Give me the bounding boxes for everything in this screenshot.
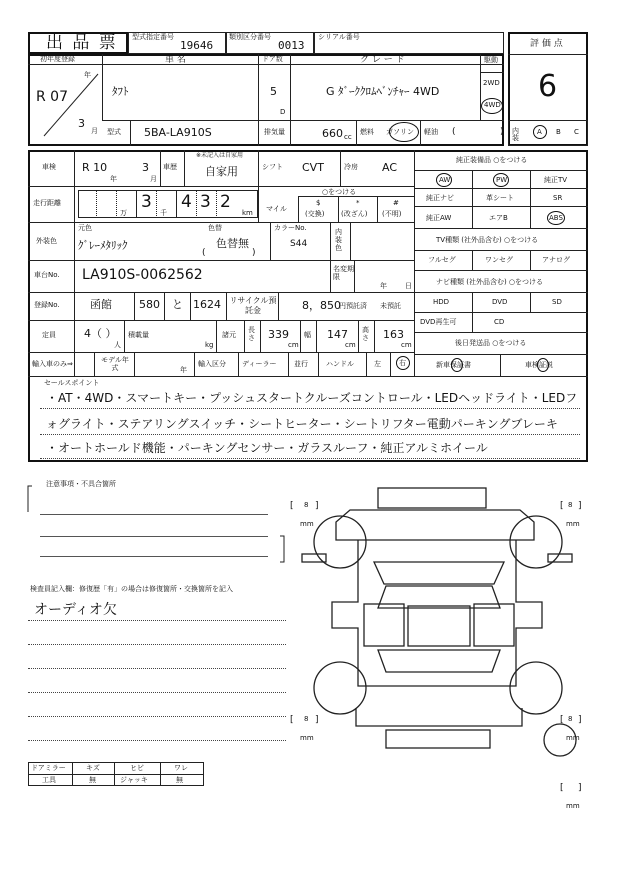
displacement-value: 660 xyxy=(322,127,343,140)
original-color-label: 元色 xyxy=(78,224,92,232)
chassis-value: LA910S-0062562 xyxy=(82,267,203,283)
meigi-day: 日 xyxy=(405,282,412,290)
tv-title: TV種類 (社外品含む) ○をつける xyxy=(436,236,539,244)
tire-rr-bracket-open: [ xyxy=(560,715,564,725)
ruibetsu-value: 0013 xyxy=(278,39,305,52)
capacity-value: 4（ ） xyxy=(84,327,117,340)
first-reg-month: 3 xyxy=(78,117,85,130)
first-reg-month-unit: 月 xyxy=(91,127,98,135)
repaint-label: 色替 xyxy=(208,224,222,232)
later-title: 後日発送品 ○をつける xyxy=(455,339,527,347)
color-no-label: カラーNo. xyxy=(274,224,307,232)
model-year-unit: 年 xyxy=(180,366,187,374)
interior-label: 内装 xyxy=(512,127,519,142)
height-label: 高さ xyxy=(362,326,369,343)
mileage-digit-1: 3 xyxy=(141,192,152,212)
navi-title: ナビ種類 (社外品含む) ○をつける xyxy=(436,278,544,286)
drive-4wd: 4WD xyxy=(484,101,501,109)
unknown-label: (不明) xyxy=(382,210,402,218)
interior-a: A xyxy=(537,128,542,136)
ac-value: AC xyxy=(382,161,398,174)
model-year-label: モデル年式 xyxy=(101,356,129,373)
history-note: ※未記入は自家用 xyxy=(196,152,244,159)
km-unit: km xyxy=(242,209,253,217)
cd-label: CD xyxy=(494,318,505,326)
tire-rl-bracket-close: ] xyxy=(315,715,319,725)
spare-bracket-open: [ xyxy=(560,783,564,793)
reg-kana: と xyxy=(172,298,183,311)
equip-leather: 革シート xyxy=(486,194,514,202)
sales-line-2: ォグライト・ステアリングスイッチ・シートヒーター・シートリフター電動パーキングブレーキ xyxy=(46,417,558,431)
shift-label: シフト xyxy=(262,163,283,171)
swap-label: (交換) xyxy=(305,210,325,218)
shaken-month: 3 xyxy=(142,161,149,174)
legend-jack-value: 無 xyxy=(176,776,183,784)
drive-label: 駆動 xyxy=(484,56,498,64)
score-label: 評 価 点 xyxy=(530,39,563,49)
width-cm: cm xyxy=(345,341,356,349)
repaint-bracket-open: ( xyxy=(202,248,206,258)
tire-rr-value: 8 xyxy=(568,715,573,723)
load-unit: kg xyxy=(205,341,214,349)
displacement-label: 排気量 xyxy=(264,128,285,136)
first-reg-label: 初年度登録 xyxy=(40,55,75,63)
ac-label: 冷房 xyxy=(344,163,358,171)
equip-abs: ABS xyxy=(549,214,563,222)
kata-value: 19646 xyxy=(180,39,214,52)
equip-navi: 純正ナビ xyxy=(426,194,454,202)
model-label: 型式 xyxy=(107,128,121,136)
equip-airbag: エアB xyxy=(489,214,508,222)
later-shaken: 車検証説 xyxy=(525,361,553,369)
inspector-text: オーディオ欠 xyxy=(34,602,117,618)
import-type-label: 輸入区分 xyxy=(198,360,226,368)
legend-head-ware: ワレ xyxy=(174,764,188,772)
length-cm: cm xyxy=(288,341,299,349)
width-value: 147 xyxy=(327,328,348,341)
tire-rl-mm: mm xyxy=(300,734,314,742)
left-label: 左 xyxy=(374,360,381,368)
mileage-digit-3: 3 xyxy=(200,192,211,212)
interior-c: C xyxy=(574,128,579,136)
model-value: 5BA-LA910S xyxy=(144,126,212,139)
tv-oneseg: ワンセグ xyxy=(485,256,513,264)
chassis-label: 車台No. xyxy=(34,271,60,279)
spare-mm: mm xyxy=(566,802,580,810)
car-diagram xyxy=(290,476,590,776)
tire-fl-value: 8 xyxy=(304,501,309,509)
equip-aw: AW xyxy=(439,176,451,184)
first-reg-year-unit: 年 xyxy=(84,71,91,79)
light-oil-bracket-open: ( xyxy=(452,127,456,137)
color-label: 外装色 xyxy=(36,237,57,245)
cc-unit: cc xyxy=(344,133,352,141)
reg-class: 580 xyxy=(139,298,160,311)
tire-fr-mm: mm xyxy=(566,520,580,528)
fuel-label: 燃料 xyxy=(360,128,374,136)
man-unit: 万 xyxy=(120,209,127,217)
repaint-value: 色替無 xyxy=(216,237,249,250)
length-value: 339 xyxy=(268,328,289,341)
sen-unit: 千 xyxy=(160,209,167,217)
capacity-unit: 人 xyxy=(114,341,121,349)
caution-label: 注意事項・不具合箇所 xyxy=(46,480,116,488)
height-value: 163 xyxy=(383,328,404,341)
tire-fl-mm: mm xyxy=(300,520,314,528)
meigi-year: 年 xyxy=(380,282,387,290)
navi-sd: SD xyxy=(552,298,562,306)
load-label: 積載量 xyxy=(128,331,149,339)
caution-bracket xyxy=(26,484,286,564)
color-no-value: S44 xyxy=(290,239,308,249)
door-label: ドア数 xyxy=(262,55,283,63)
repaint-bracket-close: ) xyxy=(252,248,256,258)
tire-fr-value: 8 xyxy=(568,501,573,509)
serial-label: シリアル番号 xyxy=(318,33,360,41)
tire-fl-bracket-open: [ xyxy=(290,501,294,511)
recycle-value: 8，850 xyxy=(302,299,341,312)
tv-fullseg: フルセグ xyxy=(428,256,456,264)
legend-tools-value: 無 xyxy=(89,776,96,784)
reg-num: 1624 xyxy=(193,298,221,311)
light-oil: 軽油 xyxy=(424,128,438,136)
history-value: 自家用 xyxy=(205,165,238,178)
equip-pw: PW xyxy=(496,176,508,184)
sales-line-3: ・オートホールド機能・パーキングセンサー・ガラスルーフ・純正アルミホイール xyxy=(46,441,488,455)
shaken-year-unit: 年 xyxy=(110,175,117,183)
mileage-digit-2: 4 xyxy=(181,192,192,212)
meigi-label: 名変期限 xyxy=(333,265,354,282)
height-cm: cm xyxy=(401,341,412,349)
capacity-label: 定員 xyxy=(42,331,56,339)
tire-rl-bracket-open: [ xyxy=(290,715,294,725)
parallel-label: 並行 xyxy=(294,360,308,368)
shaken-month-unit: 月 xyxy=(150,175,157,183)
light-oil-bracket-close: ) xyxy=(500,127,504,137)
tv-analog: アナログ xyxy=(542,256,570,264)
sales-line-1: ・AT・4WD・スマートキー・プッシュスタートクルーズコントロール・LEDヘッドライト・LEDフ xyxy=(46,391,578,405)
dealer-label: ディーラー xyxy=(242,360,277,368)
dvd-playback: DVD再生可 xyxy=(420,318,457,326)
grade-value: G ﾀﾞｰｸｸﾛﾑﾍﾞﾝﾁｬｰ 4WD xyxy=(326,85,440,98)
legend-jack: ジャッキ xyxy=(120,776,148,784)
interior-b: B xyxy=(556,128,561,136)
legend-head-mirror: ドアミラー xyxy=(31,764,66,772)
import-label: 輸入車のみ⇒ xyxy=(32,360,73,368)
car-name-label: 車 名 xyxy=(165,55,186,65)
mileage-label: 走行距離 xyxy=(33,199,61,207)
tamper-label: (改ざん) xyxy=(341,210,368,218)
dims-label: 諸元 xyxy=(222,331,236,339)
inspector-label: 検査員記入欄：修復歴「有」の場合は修復箇所・交換箇所を記入 xyxy=(30,585,233,593)
tire-fr-bracket-close: ] xyxy=(578,501,582,511)
drive-2wd: 2WD xyxy=(483,79,500,87)
mile-label: マイル xyxy=(266,205,287,213)
tire-rl-value: 8 xyxy=(304,715,309,723)
ruibetsu-label: 類別区分番号 xyxy=(229,33,271,41)
tire-rr-bracket-close: ] xyxy=(578,715,582,725)
legend-head-kizu: キズ xyxy=(86,764,100,772)
door-suffix: D xyxy=(280,108,286,116)
shift-value: CVT xyxy=(302,161,324,174)
kata-label: 型式指定番号 xyxy=(132,33,174,41)
first-reg-era: R 07 xyxy=(36,89,68,105)
length-label: 長さ xyxy=(248,326,255,343)
later-warranty: 新車保証書 xyxy=(436,361,471,369)
recycle-label: リサイクル預託金 xyxy=(229,296,277,315)
color-value: ｸﾞﾚｰﾒﾀﾘｯｸ xyxy=(78,239,128,252)
shaken-era: R 10 xyxy=(82,161,108,174)
grade-label: グ レ ー ド xyxy=(360,55,405,65)
tire-fr-bracket-open: [ xyxy=(560,501,564,511)
recycle-unit: 円預託済 xyxy=(339,302,367,310)
navi-dvd: DVD xyxy=(492,298,508,306)
swap-symbol: $ xyxy=(316,199,321,207)
reg-label: 登録No. xyxy=(34,301,60,309)
score-value: 6 xyxy=(538,69,558,104)
equip-sr: SR xyxy=(553,194,563,202)
shaken-label: 車検 xyxy=(42,163,56,171)
tamper-symbol: * xyxy=(356,199,360,207)
equip-tv: 純正TV xyxy=(544,176,568,184)
reg-area: 函館 xyxy=(90,298,112,311)
legend-head-hibi: ヒビ xyxy=(130,764,144,772)
recycle-unpaid: 未預託 xyxy=(380,302,401,310)
tire-fl-bracket-close: ] xyxy=(315,501,319,511)
equip-genuine-aw: 純正AW xyxy=(426,214,452,222)
mileage-digit-4: 2 xyxy=(220,192,231,212)
navi-hdd: HDD xyxy=(433,298,450,306)
sales-label: セールスポイント xyxy=(44,379,100,387)
spare-bracket-close: ] xyxy=(578,783,582,793)
interior-color-label: 内装色 xyxy=(335,228,342,253)
car-name-value: ﾀﾌﾄ xyxy=(112,85,129,98)
width-label: 幅 xyxy=(304,331,311,339)
handle-label: ハンドル xyxy=(326,360,354,368)
equipment-title: 純正装備品 ○をつける xyxy=(456,156,528,164)
form-title: 出 品 票 xyxy=(46,33,118,53)
legend-tools: 工具 xyxy=(42,776,56,784)
history-label: 車歴 xyxy=(163,163,177,171)
door-value: 5 xyxy=(270,85,277,98)
fuel-value: ガソリン xyxy=(386,128,414,136)
check-note: ○をつける xyxy=(322,188,357,196)
mileage-digit-box xyxy=(78,190,258,218)
tire-rr-mm: mm xyxy=(566,734,580,742)
right-label: 右 xyxy=(399,359,406,367)
unknown-symbol: # xyxy=(393,199,399,207)
